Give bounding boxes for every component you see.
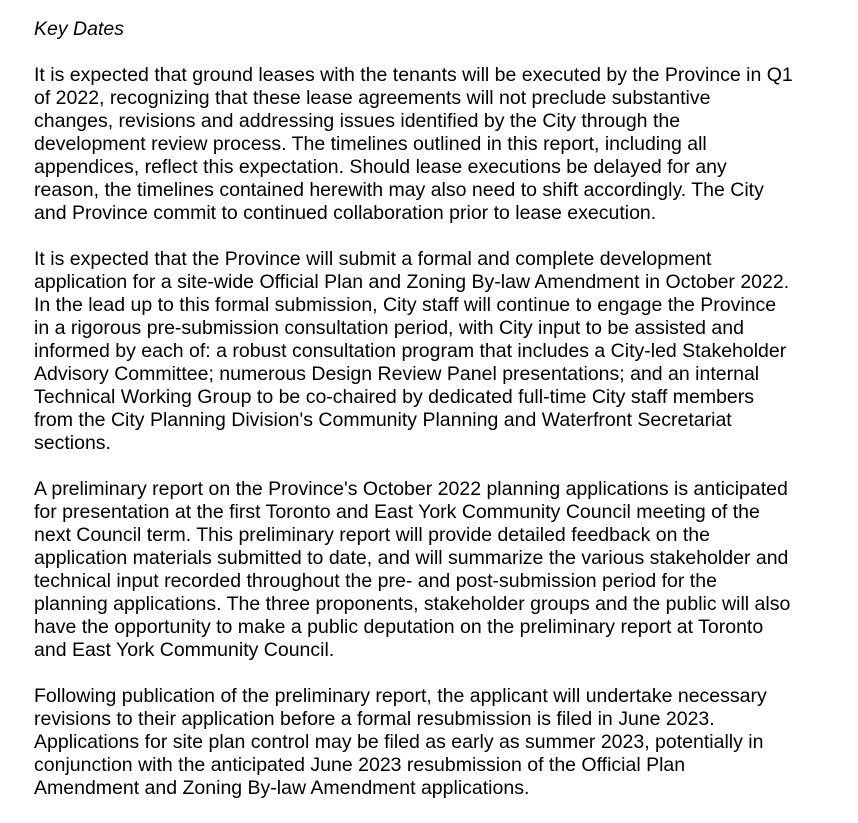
paragraph-line: and East York Community Council. — [34, 639, 335, 661]
paragraph-line: application materials submitted to date, and will summarize the various stakeholder and — [34, 547, 789, 569]
paragraph-line: development review process. The timelines outlined in this report, including all — [34, 133, 707, 155]
paragraph-line: Applications for site plan control may be filed as early as summer 2023, potentially in — [34, 731, 764, 753]
paragraph-line: Following publication of the preliminary report, the applicant will undertake necessary — [34, 685, 767, 707]
paragraph-line: in a rigorous pre-submission consultation period, with City input to be assisted and — [34, 317, 744, 339]
paragraph-line: conjunction with the anticipated June 2023 resubmission of the Official Plan — [34, 754, 686, 776]
paragraph-line: A preliminary report on the Province's October 2022 planning applications is anticipated — [34, 478, 788, 500]
paragraph-line: for presentation at the first Toronto and East York Community Council meeting of the — [34, 501, 760, 523]
paragraph-line: application for a site-wide Official Plan and Zoning By-law Amendment in October 2022. — [34, 271, 790, 293]
paragraph-line: revisions to their application before a formal resubmission is filed in June 2023. — [34, 708, 715, 730]
paragraph-line: Advisory Committee; numerous Design Review Panel presentations; and an internal — [34, 363, 760, 385]
paragraph-preliminary-report — [34, 478, 824, 662]
paragraph-line: planning applications. The three proponents, stakeholder groups and the public will also — [34, 593, 791, 615]
paragraph-line: of 2022, recognizing that these lease agreements will not preclude substantive — [34, 87, 711, 109]
paragraph-lease-execution — [34, 64, 824, 225]
paragraph-line: changes, revisions and addressing issues identified by the City through the — [34, 110, 681, 132]
paragraph-line: Amendment and Zoning By-law Amendment applications. — [34, 777, 530, 799]
paragraph-line: and Province commit to continued collaboration prior to lease execution. — [34, 202, 657, 224]
paragraph-line: It is expected that ground leases with the tenants will be executed by the Province in Q1 — [34, 64, 793, 86]
paragraph-line: from the City Planning Division's Community Planning and Waterfront Secretariat — [34, 409, 732, 431]
section-heading: Key Dates — [34, 18, 124, 40]
paragraph-line: reason, the timelines contained herewith may also need to shift accordingly. The City — [34, 179, 764, 201]
paragraph-line: appendices, reflect this expectation. Should lease executions be delayed for any — [34, 156, 727, 178]
paragraph-line: next Council term. This preliminary report will provide detailed feedback on the — [34, 524, 710, 546]
document-body — [34, 18, 824, 823]
paragraph-line: technical input recorded throughout the pre- and post-submission period for the — [34, 570, 717, 592]
paragraph-line: In the lead up to this formal submission, City staff will continue to engage the Province — [34, 294, 777, 316]
paragraph-line: sections. — [34, 432, 111, 454]
paragraph-line: It is expected that the Province will submit a formal and complete development — [34, 248, 712, 270]
paragraph-line: Technical Working Group to be co-chaired by dedicated full-time City staff members — [34, 386, 755, 408]
paragraph-development-application — [34, 248, 824, 455]
paragraph-resubmission — [34, 685, 824, 800]
paragraph-line: have the opportunity to make a public deputation on the preliminary report at Toronto — [34, 616, 764, 638]
paragraph-line: informed by each of: a robust consultation program that includes a City-led Stakeholder — [34, 340, 787, 362]
